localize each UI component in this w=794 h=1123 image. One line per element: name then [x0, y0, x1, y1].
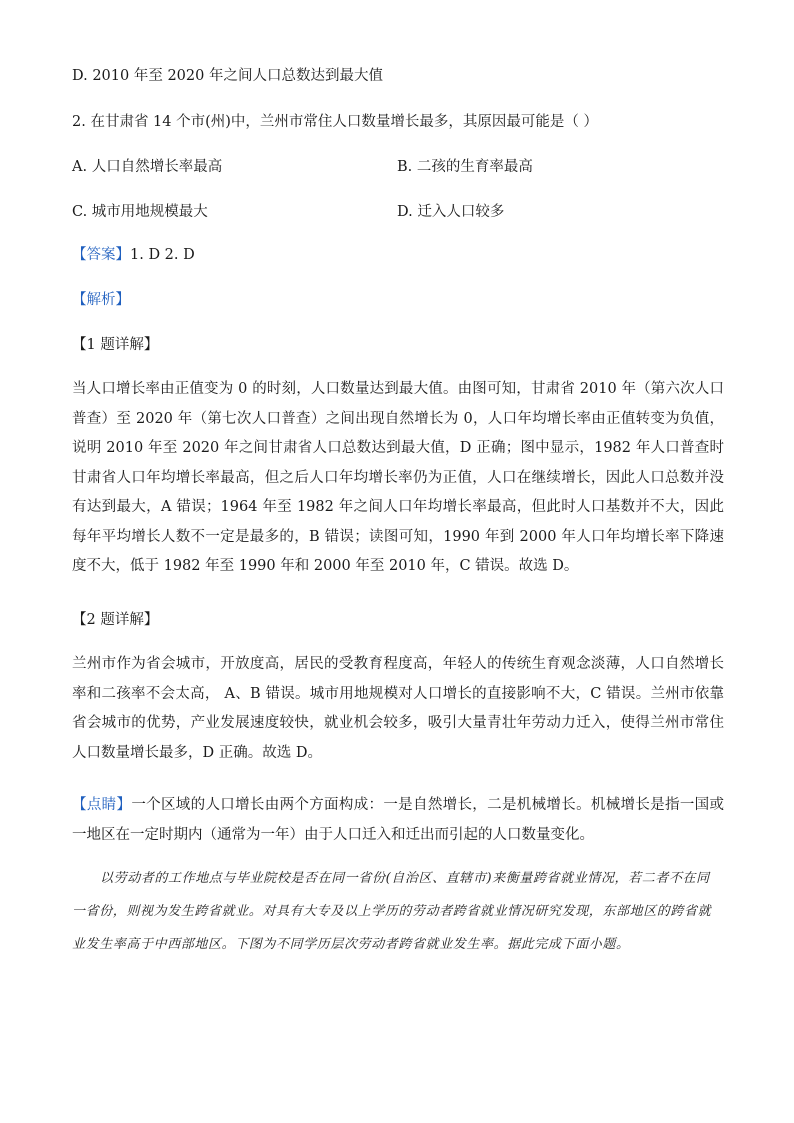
next-question-material [72, 862, 722, 961]
material-text: 以劳动者的工作地点与毕业院校是否在同一省份(自治区、直辖市)来衡量跨省就业情况，若二者不在同一省份，则视为发生跨省就业。对具有大专及以上学历的劳动者跨省就业情况研究发现，东部地区的跨省就业发生率高于中西部地区。下图为不同学历层次劳动者跨省就业发生率。据此完成下面小题。 [72, 871, 712, 952]
q1-option-d: D. 2010 年至 2020 年之间人口总数达到最大值 [72, 68, 383, 84]
analysis-label: 【解析】 [72, 292, 130, 308]
detail2-text: 兰州市作为省会城市，开放度高，居民的受教育程度高，年轻人的传统生育观念淡薄，人口自然增长率和二孩率不会太高， A、B 错误。城市用地规模对人口增长的直接影响不大，C 错误。兰州市依靠省会城市的优势，产业发展速度较快，就业机会较多，吸引大量青壮年劳动力迁入，使得兰州市常住人口数量增长最多，D 正确。故选 D。 [72, 656, 724, 761]
detail1-text: 当人口增长率由正值变为 0 的时刻，人口数量达到最大值。由图可知，甘肃省 2010 年（第六次人口普查）至 2020 年（第七次人口普查）之间出现自然增长为 0，人口年均增长率由正值转变为负值，说明 2010 年至 2020 年之间甘肃省人口总数达到最大值，D 正确；图中显示，1982 年人口普查时甘肃省人口年均增长率最高，但之后人口年均增长率仍为正值，人口在继续增长，因此人口总数并没有达到最大，A 错误；1964 年至 1982 年之间人口年均增长率最高，但此时人口基数并不大，因此每年平均增长人数不一定是最多的，B 错误；读图可知，1990 年到 2000 年人口年均增长率下降速度不大，低于 1982 年至 1990 年和 2000 年至 2010 年，C 错误。故选 D。 [72, 381, 724, 574]
answer-value: 1. D 2. D [130, 247, 195, 263]
q2-option-c: C. 城市用地规模最大 [72, 204, 208, 220]
q2-option-b: B. 二孩的生育率最高 [397, 159, 533, 175]
answer-line [72, 245, 195, 265]
tip-label: 【点睛】 [72, 797, 132, 813]
detail1-label: 【1 题详解】 [72, 337, 159, 353]
q2-option-a: A. 人口自然增长率最高 [72, 159, 223, 175]
tip-text: 一个区域的人口增长由两个方面构成：一是自然增长，二是机械增长。机械增长是指一国或一地区在一定时期内（通常为一年）由于人口迁入和迁出而引起的人口数量变化。 [72, 797, 725, 843]
tip-paragraph [72, 791, 724, 850]
answer-label: 【答案】 [72, 247, 130, 263]
q2-stem: 2. 在甘肃省 14 个市(州)中，兰州市常住人口数量增长最多，其原因最可能是（ ） [72, 114, 599, 130]
detail2-label: 【2 题详解】 [72, 612, 159, 628]
detail1-paragraph [72, 375, 724, 582]
q2-option-d: D. 迁入人口较多 [397, 204, 505, 220]
detail2-paragraph [72, 650, 724, 768]
